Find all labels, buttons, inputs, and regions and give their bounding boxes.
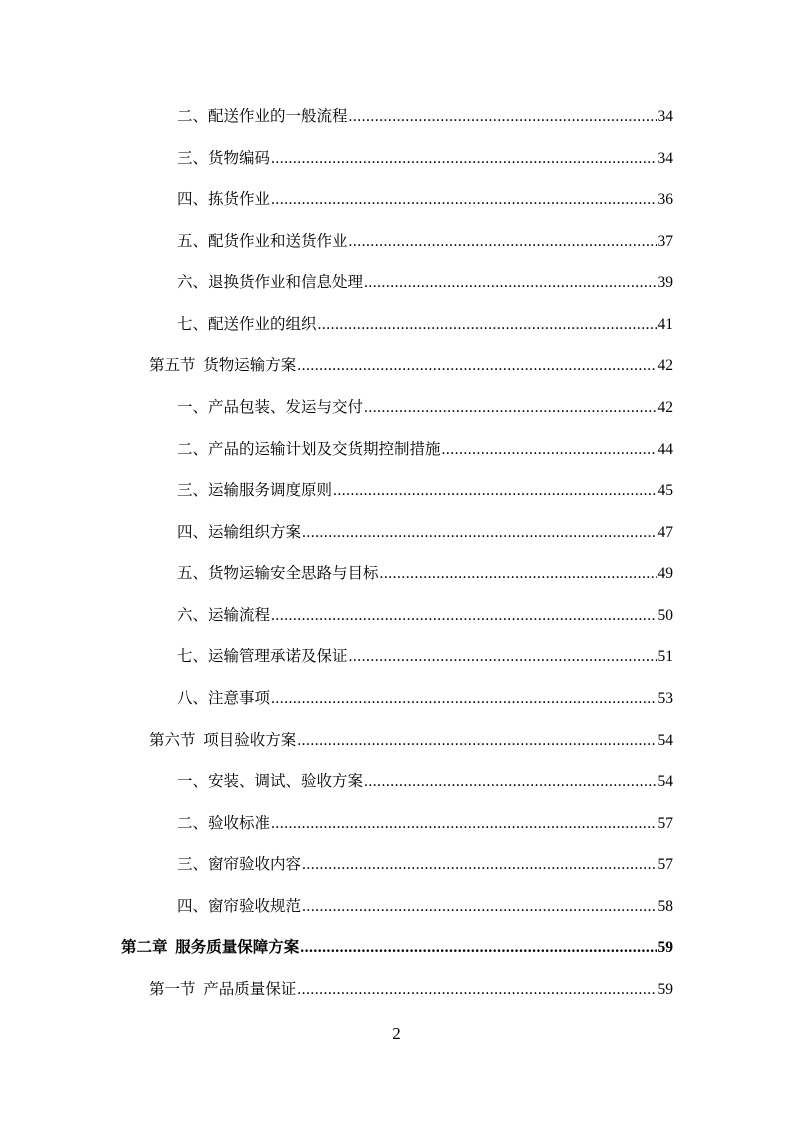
toc-leader-dots [271, 689, 656, 709]
toc-entry[interactable] [177, 107, 673, 127]
toc-entry-page: 57 [657, 856, 673, 873]
toc-entry-page: 50 [657, 607, 673, 624]
toc-entry-title: 八、注意事项 [177, 690, 271, 707]
toc-entry-title: 第二章 服务质量保障方案 [121, 939, 300, 956]
toc-entry-page: 39 [657, 274, 673, 291]
toc-entry-chapter[interactable] [121, 938, 673, 958]
toc-entry-page: 59 [657, 939, 673, 956]
toc-leader-dots [349, 107, 657, 127]
toc-leader-dots [364, 273, 656, 293]
toc-entry-page: 44 [657, 441, 673, 458]
toc-leader-dots [364, 772, 656, 792]
toc-entry[interactable] [177, 149, 673, 169]
toc-entry-page: 54 [657, 773, 673, 790]
toc-leader-dots [318, 315, 657, 335]
toc-entry-title: 七、运输管理承诺及保证 [177, 648, 348, 665]
toc-entry-page: 42 [657, 357, 673, 374]
page-number: 2 [392, 1024, 401, 1043]
toc-entry-page: 57 [657, 815, 673, 832]
toc-entry-title: 四、运输组织方案 [177, 524, 302, 541]
toc-entry-title: 第五节 货物运输方案 [149, 357, 297, 374]
toc-entry-page: 45 [657, 482, 673, 499]
toc-leader-dots [297, 356, 656, 376]
toc-entry-page: 34 [657, 150, 673, 167]
toc-entry[interactable] [177, 897, 673, 917]
toc-entry-title: 一、安装、调试、验收方案 [177, 773, 364, 790]
toc-leader-dots [302, 897, 656, 917]
toc-leader-dots [297, 731, 656, 751]
toc-entry-title: 二、产品的运输计划及交货期控制措施 [177, 441, 441, 458]
toc-entry-page: 41 [657, 316, 673, 333]
toc-entry-page: 34 [657, 108, 673, 125]
toc-leader-dots [364, 398, 656, 418]
toc-leader-dots [349, 232, 657, 252]
toc-leader-dots [333, 481, 656, 501]
toc-entry-title: 三、窗帘验收内容 [177, 856, 302, 873]
toc-entry[interactable] [177, 315, 673, 335]
toc-entry-page: 53 [657, 690, 673, 707]
toc-leader-dots [300, 938, 656, 958]
toc-entry-page: 47 [657, 524, 673, 541]
toc-entry-title: 五、货物运输安全思路与目标 [177, 565, 379, 582]
toc-entry[interactable] [177, 398, 673, 418]
toc-leader-dots [302, 523, 656, 543]
toc-entry[interactable] [177, 440, 673, 460]
toc-entry-title: 二、配送作业的一般流程 [177, 108, 348, 125]
toc-entry-title: 五、配货作业和送货作业 [177, 233, 348, 250]
toc-entry-page: 49 [657, 565, 673, 582]
toc-leader-dots [349, 647, 657, 667]
toc-entry-title: 二、验收标准 [177, 815, 271, 832]
toc-entry-title: 六、退换货作业和信息处理 [177, 274, 364, 291]
toc-entry[interactable] [177, 606, 673, 626]
toc-leader-dots [302, 855, 656, 875]
toc-entry-title: 四、窗帘验收规范 [177, 898, 302, 915]
toc-entry[interactable] [177, 481, 673, 501]
toc-entry[interactable] [177, 772, 673, 792]
toc-entry-page: 59 [657, 981, 673, 998]
toc-entry[interactable] [149, 980, 673, 1000]
toc-entry[interactable] [177, 564, 673, 584]
toc-entry-title: 三、运输服务调度原则 [177, 482, 333, 499]
toc-entry[interactable] [177, 273, 673, 293]
toc-entry-title: 三、货物编码 [177, 150, 271, 167]
toc-entry[interactable] [149, 731, 673, 751]
toc-leader-dots [442, 440, 657, 460]
toc-entry-page: 51 [657, 648, 673, 665]
toc-entry[interactable] [177, 647, 673, 667]
toc-entry[interactable] [177, 814, 673, 834]
toc-entry[interactable] [177, 855, 673, 875]
toc-entry[interactable] [177, 232, 673, 252]
toc-leader-dots [380, 564, 657, 584]
toc-entry[interactable] [149, 356, 673, 376]
toc-leader-dots [271, 190, 656, 210]
toc-leader-dots [297, 980, 656, 1000]
toc-entry[interactable] [177, 523, 673, 543]
toc-entry-page: 54 [657, 732, 673, 749]
toc-entry-title: 六、运输流程 [177, 607, 271, 624]
toc-entry-page: 36 [657, 191, 673, 208]
toc-entry[interactable] [177, 190, 673, 210]
toc-entry-title: 七、配送作业的组织 [177, 316, 317, 333]
toc-leader-dots [271, 149, 656, 169]
toc-entry-page: 58 [657, 898, 673, 915]
toc-entry-title: 第六节 项目验收方案 [149, 732, 297, 749]
toc-leader-dots [271, 606, 656, 626]
toc-leader-dots [271, 814, 656, 834]
toc-entry-page: 42 [657, 399, 673, 416]
toc-entry-title: 第一节 产品质量保证 [149, 981, 297, 998]
toc-entry[interactable] [177, 689, 673, 709]
toc-entry-title: 一、产品包装、发运与交付 [177, 399, 364, 416]
toc-entry-title: 四、拣货作业 [177, 191, 271, 208]
toc-entry-page: 37 [657, 233, 673, 250]
